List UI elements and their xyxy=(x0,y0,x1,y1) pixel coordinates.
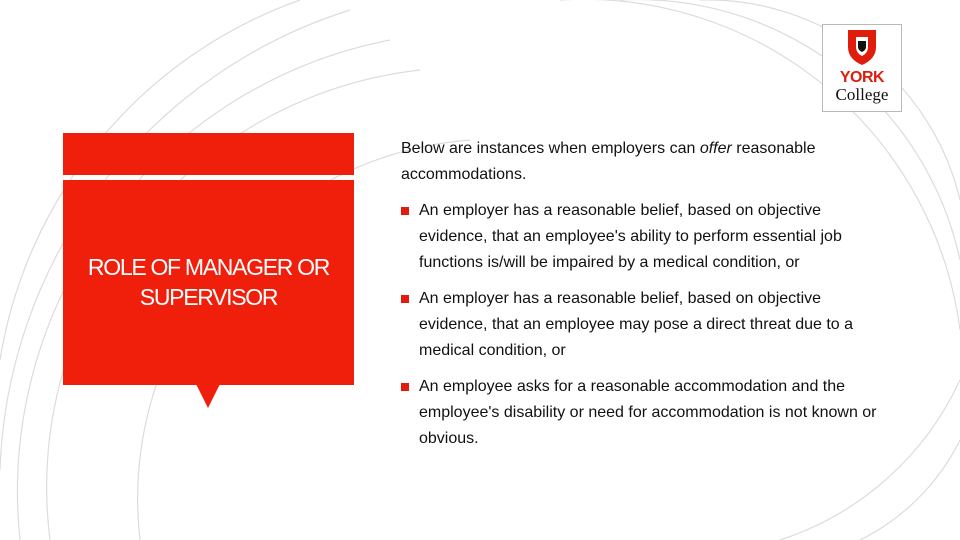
list-item xyxy=(401,198,881,276)
list-item xyxy=(401,286,881,364)
bullet-list xyxy=(401,198,891,452)
intro-emphasis: offer xyxy=(699,140,732,157)
slide-content xyxy=(401,136,891,462)
square-bullet-icon xyxy=(401,207,409,215)
intro-text-start: Below are instances when employers can xyxy=(401,140,700,157)
logo-york-text: YORK xyxy=(839,69,885,86)
accent-band xyxy=(63,133,354,175)
bullet-text: An employer has a reasonable belief, based on objective evidence, that an employee may pose a direct threat due to a medical condition, or xyxy=(419,290,854,359)
intro-text-end: reasonable accommodations. xyxy=(401,140,816,183)
logo-shield-icon xyxy=(823,25,901,69)
bullet-text: An employee asks for a reasonable accommodation and the employee's disability or need for accommodation is not known or obvious. xyxy=(419,378,877,447)
intro-paragraph xyxy=(401,136,891,188)
logo-college-text: College xyxy=(835,85,889,104)
square-bullet-icon xyxy=(401,295,409,303)
york-college-logo xyxy=(822,24,902,112)
list-item xyxy=(401,374,881,452)
square-bullet-icon xyxy=(401,383,409,391)
bullet-text: An employer has a reasonable belief, based on objective evidence, that an employee's ability to perform essential job functions is/will be impaired by a medical condition, or xyxy=(419,202,842,271)
slide-title: ROLE OF MANAGER OR SUPERVISOR xyxy=(87,254,330,310)
title-panel-pointer xyxy=(196,384,220,408)
